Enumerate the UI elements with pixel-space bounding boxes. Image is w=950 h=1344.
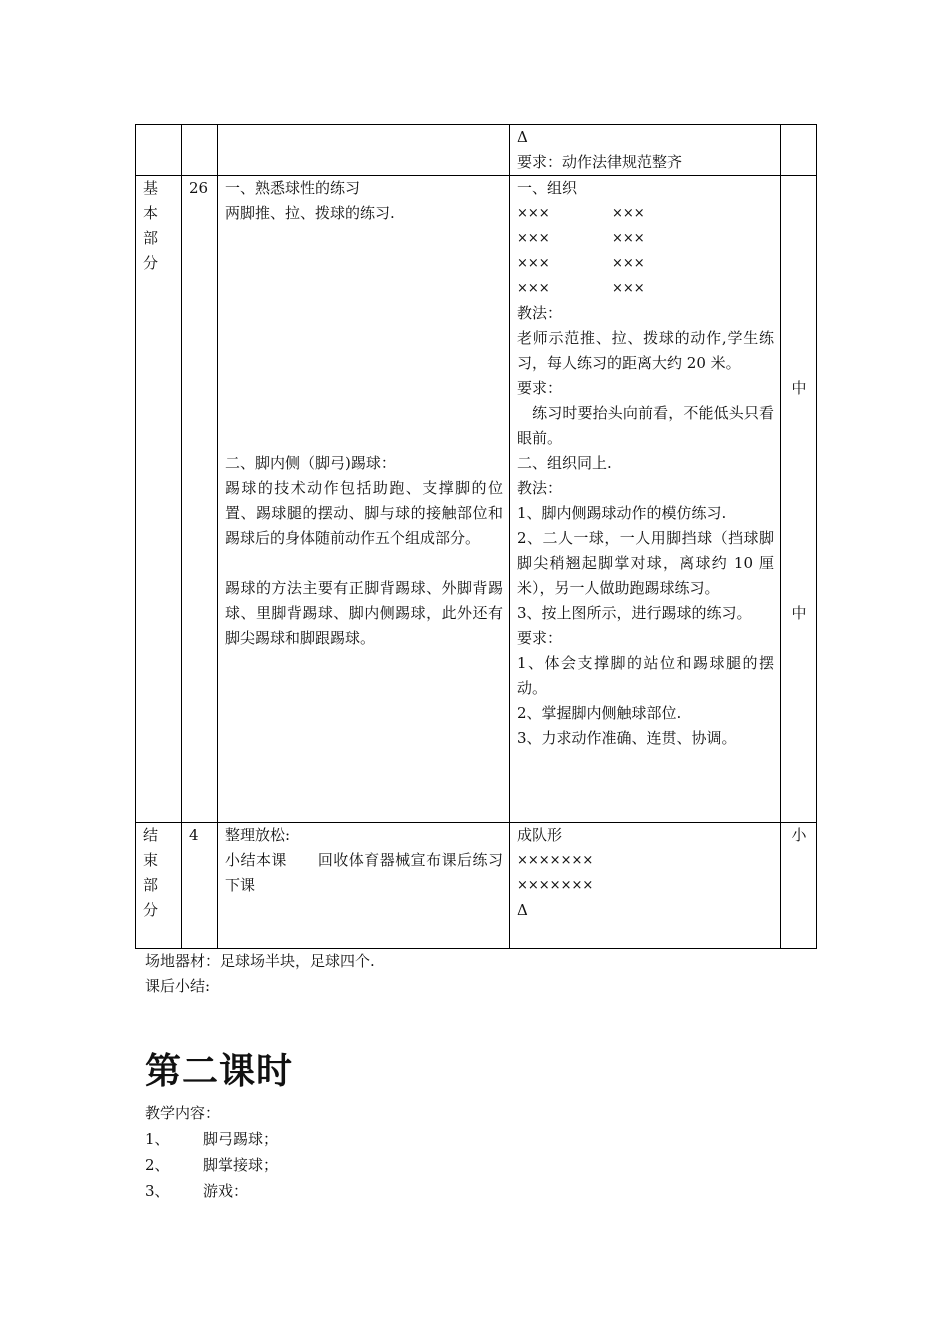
list-item: 3、 游戏： (145, 1182, 249, 1200)
table-row (136, 125, 817, 176)
content-cell (218, 125, 510, 176)
minutes-cell: 4 (182, 823, 218, 949)
list-item: 1、体会支撑脚的站位和踢球腿的摆动。 (517, 654, 774, 697)
section-body: 小结本课 回收体育器械宣布课后练习 下课 (225, 851, 519, 894)
formation-diagram: ××× ××× ××× ××× ××× ××× ××× ××× (517, 206, 645, 296)
section-body: 踢球的方法主要有正脚背踢球、外脚背踢球、里脚背踢球、脚内侧踢球，此外还有脚尖踢球和脚跟踢球。 (225, 579, 503, 647)
list-item: 1、脚内侧踢球动作的模仿练习. (517, 504, 727, 522)
equipment-note: 场地器材：足球场半块，足球四个. (145, 952, 375, 970)
after-class-summary: 课后小结: (145, 977, 211, 995)
part-cell: 结 束 部 分 (136, 823, 182, 949)
section-body: 老师示范推、拉、拨球的动作,学生练习，每人练习的距离大约 20 米。 (517, 329, 774, 372)
lesson2-heading: 第二课时 (145, 1050, 294, 1092)
part-cell: 基 本 部 分 (136, 176, 182, 823)
section-title: 二、组织同上. (517, 454, 612, 472)
methods-cell (510, 176, 781, 823)
lesson-plan-table (135, 124, 817, 949)
section-title: 一、组织 (517, 179, 578, 197)
minutes-cell (182, 125, 218, 176)
list-item: 2、二人一球，一人用脚挡球（挡球脚脚尖稍翘起脚掌对球，离球约 10 厘米），另一人做助跑踢球练习。 (517, 529, 774, 597)
load-level: 中 (791, 604, 807, 622)
load-cell (781, 823, 817, 949)
list-item: 2、掌握脚内侧触球部位. (517, 704, 682, 722)
load-level: 小 (791, 826, 807, 844)
section-title: 二、脚内侧（脚弓)踢球： (225, 454, 396, 472)
lesson2-content (145, 1100, 278, 1204)
label: 教法： (517, 479, 563, 497)
triangle-marker: Δ (517, 901, 528, 919)
table-row (136, 823, 817, 949)
list-item: 2、 脚掌接球； (145, 1156, 279, 1174)
formation-row: ××××××× (517, 853, 594, 868)
table-row (136, 176, 817, 823)
methods-cell (510, 125, 781, 176)
part-cell (136, 125, 182, 176)
content-label: 教学内容： (145, 1104, 221, 1122)
label: 要求： (517, 629, 563, 647)
minutes-cell: 26 (182, 176, 218, 823)
methods-cell (510, 823, 781, 949)
section-title: 一、熟悉球性的练习 (225, 179, 361, 197)
content-cell (218, 176, 510, 823)
formation-row: ××××××× (517, 878, 594, 893)
section-body: 练习时要抬头向前看，不能低头只看眼前。 (517, 404, 774, 447)
label: 教法： (517, 304, 563, 322)
section-body: 踢球的技术动作包括助跑、支撑脚的位置、踢球腿的摆动、脚与球的接触部位和踢球后的身体随前动作五个组成部分。 (225, 479, 503, 547)
triangle-marker: Δ (517, 128, 528, 146)
requirement-text: 要求：动作法律规范整齐 (517, 153, 683, 171)
section-body: 两脚推、拉、拨球的练习. (225, 204, 395, 222)
load-cell (781, 176, 817, 823)
section-title: 整理放松: (225, 826, 291, 844)
load-level: 中 (791, 379, 807, 397)
load-cell (781, 125, 817, 176)
label: 要求： (517, 379, 563, 397)
list-item: 3、按上图所示，进行踢球的练习。 (517, 604, 752, 622)
list-item: 1、 脚弓踢球； (145, 1130, 279, 1148)
section-title: 成队形 (517, 826, 563, 844)
list-item: 3、力求动作准确、连贯、协调。 (517, 729, 737, 747)
content-cell (218, 823, 519, 949)
